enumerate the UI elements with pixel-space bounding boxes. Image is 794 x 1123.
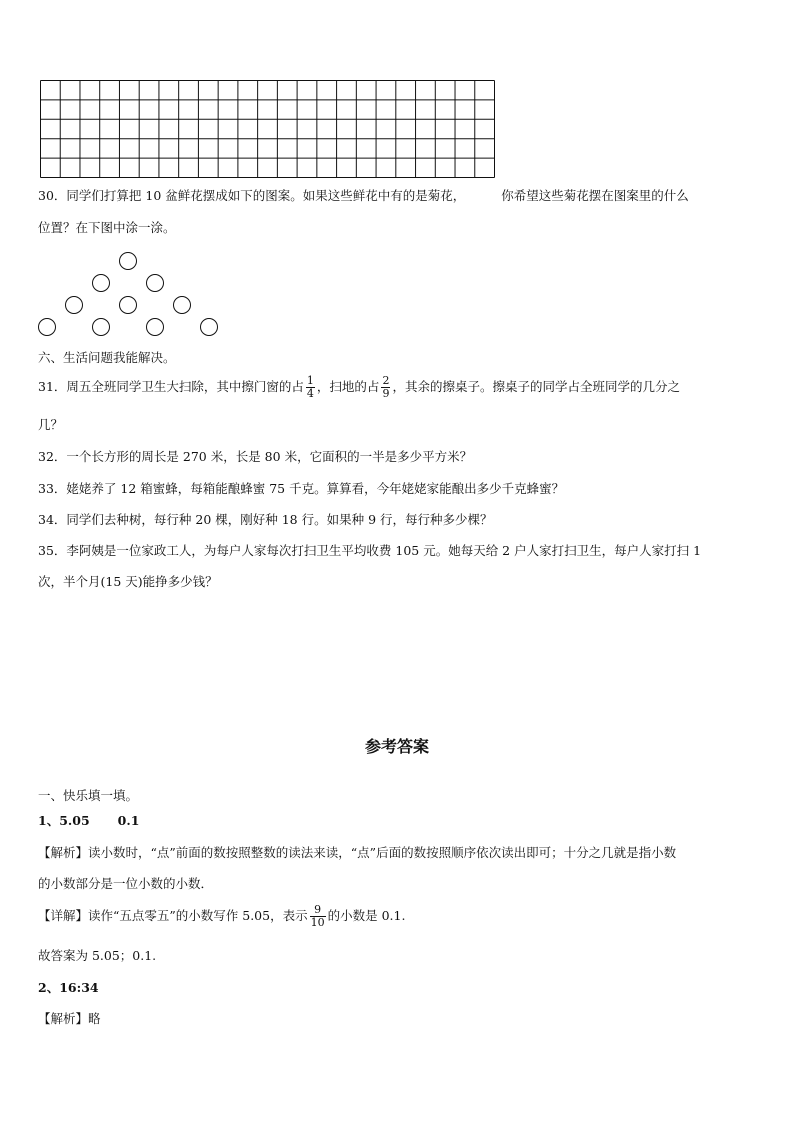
answer-1-frac-num: 9 [310,904,326,917]
q31-fraction-1 [306,375,315,400]
q31-line1 [38,372,680,402]
answer-1-frac-den: 10 [310,916,325,929]
q31-part2: ，扫地的占 [316,379,380,394]
answer-1-detail-part1: 【详解】读作“五点零五”的小数写作 5.05，表示 [38,908,308,923]
flower-circle[interactable] [147,275,164,292]
q31-frac1-num: 1 [306,374,314,387]
q30-line1-b: 你希望这些菊花摆在图案里的什么 [501,188,689,203]
flower-circle[interactable] [93,319,110,336]
answer-2-analysis: 【解析】略 [38,1011,101,1026]
answer-grid [40,80,495,178]
flower-circle[interactable] [147,319,164,336]
section6-heading: 六、生活问题我能解决。 [38,350,176,365]
q31-fraction-2 [381,375,390,400]
answer-1-fraction [310,904,326,929]
q31-frac2-num: 2 [382,374,390,387]
answer-1-detail [38,901,405,931]
answers-title: 参考答案 [364,737,429,756]
answer-1-value2: 0.1 [117,813,140,828]
flower-pattern-svg [36,250,226,340]
answer-1-analysis-line2: 的小数部分是一位小数的小数． [38,876,214,891]
q31-part1: 31．周五全班同学卫生大扫除，其中擦门窗的占 [38,379,304,394]
flower-circle[interactable] [201,319,218,336]
q31-part3: ，其余的擦桌子。擦桌子的同学占全班同学的几分之 [392,379,680,394]
q34: 34．同学们去种树，每行种 20 棵，刚好种 18 行。如果种 9 行，每行种多少棵？ [38,512,493,527]
flower-circle[interactable] [93,275,110,292]
q33: 33．姥姥养了 12 箱蜜蜂，每箱能酿蜂蜜 75 千克。算算看，今年姥姥家能酿出多少千克蜂蜜？ [38,481,565,496]
q31-frac1-den: 4 [306,387,314,400]
flower-pattern [36,250,226,340]
flower-circle[interactable] [174,297,191,314]
q30-line1-a: 30．同学们打算把 10 盆鲜花摆成如下的图案。如果这些鲜花中有的是菊花， [38,188,466,203]
q35-line1: 35．李阿姨是一位家政工人，为每户人家每次打扫卫生平均收费 105 元。她每天给 2 户人家打扫卫生，每户人家打扫 1 [38,543,702,558]
grid-svg [40,80,495,178]
answer-1-label-line [38,811,139,829]
flower-circle[interactable] [39,319,56,336]
flower-circle[interactable] [66,297,83,314]
q31-frac2-den: 9 [382,387,390,400]
q32: 32．一个长方形的周长是 270 米，长是 80 米，它面积的一半是多少平方米？ [38,449,473,464]
q30-line2: 位置？在下图中涂一涂。 [38,220,176,235]
q35-line2: 次，半个月(15 天)能挣多少钱？ [38,574,218,589]
answer-1-conclusion: 故答案为 5.05；0.1. [38,948,157,963]
q30-line1 [38,186,689,204]
answer-1-detail-part2: 的小数是 0.1. [327,908,406,923]
answers-section1: 一、快乐填一填。 [38,788,139,803]
answer-1-label: 1、5.05 [38,813,90,828]
flower-circle[interactable] [120,297,137,314]
answer-1-analysis-line1: 【解析】读小数时，“点”前面的数按照整数的读法来读，“点”后面的数按照顺序依次读出即可；十分之几就是指小数 [38,845,677,860]
answer-2-label: 2、16:34 [38,980,99,995]
q31-line2: 几？ [38,417,64,432]
flower-circle[interactable] [120,253,137,270]
